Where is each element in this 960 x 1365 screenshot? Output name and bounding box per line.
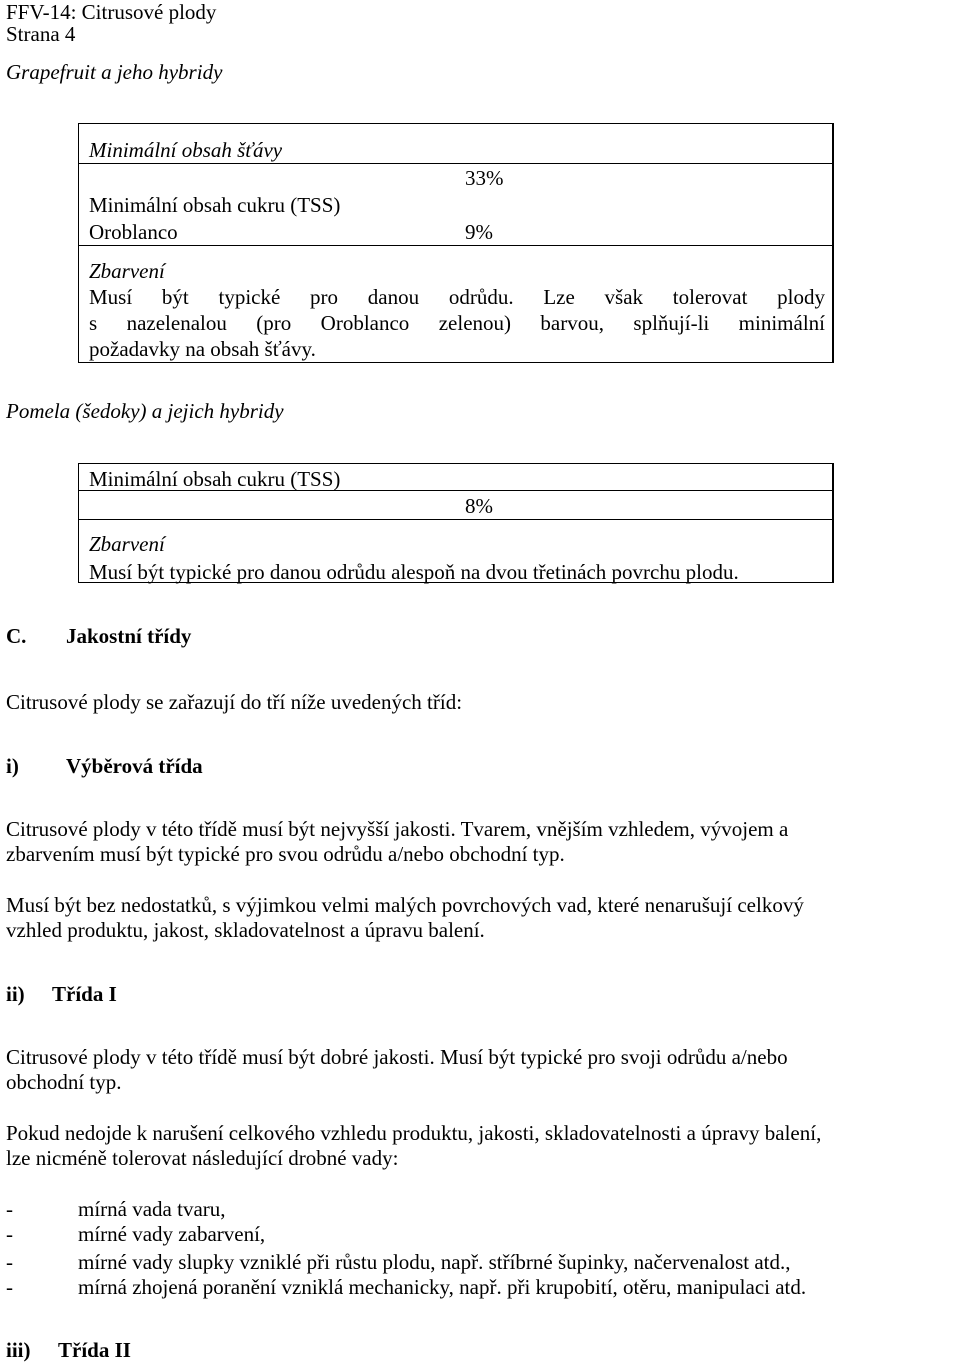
bullet-dash: -	[6, 1275, 13, 1299]
grapefruit-table	[78, 123, 834, 363]
grapefruit-color-line-3: požadavky na obsah šťávy.	[89, 337, 316, 361]
pomelo-table	[78, 463, 834, 583]
class-extra-para2-line1: Musí být bez nedostatků, s výjimkou velmi malých povrchových vad, které nenarušují celkový	[6, 893, 804, 917]
class-one-para1-line2: obchodní typ.	[6, 1070, 122, 1094]
document-id: FFV-14: Citrusové plody	[6, 0, 217, 24]
grapefruit-color-line-2: s nazelenalou (pro Oroblanco zelenou) barvou, splňují-li minimální	[89, 311, 825, 335]
grapefruit-juice-label: Minimální obsah šťávy	[89, 138, 283, 162]
class-two-number: iii)	[6, 1338, 31, 1362]
pomelo-heading: Pomela (šedoky) a jejich hybridy	[6, 399, 284, 423]
pomelo-color-label: Zbarvení	[89, 532, 165, 556]
grapefruit-sugar-label: Minimální obsah cukru (TSS)	[89, 193, 341, 217]
oroblanco-value: 9%	[465, 220, 493, 244]
grapefruit-color-line-1: Musí být typické pro danou odrůdu. Lze však tolerovat plody	[89, 285, 825, 309]
pomelo-sugar-value: 8%	[465, 494, 493, 518]
bullet-dash: -	[6, 1197, 13, 1221]
page-number: Strana 4	[6, 22, 76, 46]
section-c-intro: Citrusové plody se zařazují do tří níže uvedených tříd:	[6, 690, 463, 714]
grapefruit-heading: Grapefruit a jeho hybridy	[6, 60, 223, 84]
class-two-title: Třída II	[58, 1338, 131, 1362]
grapefruit-color-label: Zbarvení	[89, 259, 165, 283]
pomelo-sugar-label: Minimální obsah cukru (TSS)	[89, 467, 341, 491]
class-one-title: Třída I	[52, 982, 117, 1006]
section-c-title: Jakostní třídy	[66, 624, 192, 648]
class-extra-para1-line1: Citrusové plody v této třídě musí být nejvyšší jakosti. Tvarem, vnějším vzhledem, vývojem a	[6, 817, 789, 841]
pomelo-color-text: Musí být typické pro danou odrůdu alespoň na dvou třetinách povrchu plodu.	[89, 560, 739, 584]
class-one-para1-line1: Citrusové plody v této třídě musí být dobré jakosti. Musí být typické pro svoji odrůdu a/nebo	[6, 1045, 788, 1069]
class-extra-para1-line2: zbarvením musí být typické pro svou odrůdu a/nebo obchodní typ.	[6, 842, 565, 866]
class-extra-title: Výběrová třída	[66, 754, 203, 778]
defect-text: mírná zhojená poranění vzniklá mechanicky, např. při krupobití, otěru, manipulaci atd.	[78, 1275, 807, 1299]
bullet-dash: -	[6, 1222, 13, 1246]
class-one-para2-line2: lze nicméně tolerovat následující drobné vady:	[6, 1146, 399, 1170]
defect-text: mírná vada tvaru,	[78, 1197, 226, 1221]
class-extra-para2-line2: vzhled produktu, jakost, skladovatelnost a úpravu balení.	[6, 918, 485, 942]
grapefruit-juice-value: 33%	[465, 166, 504, 190]
defect-text: mírné vady zabarvení,	[78, 1222, 266, 1246]
oroblanco-label: Oroblanco	[89, 220, 178, 244]
section-c-number: C.	[6, 624, 27, 648]
defect-text: mírné vady slupky vzniklé při růstu plodu, např. stříbrné šupinky, načervenalost atd.,	[78, 1250, 791, 1274]
class-one-number: ii)	[6, 982, 25, 1006]
class-one-para2-line1: Pokud nedojde k narušení celkového vzhledu produktu, jakosti, skladovatelnosti a úpravy balení,	[6, 1121, 822, 1145]
class-extra-number: i)	[6, 754, 19, 778]
bullet-dash: -	[6, 1250, 13, 1274]
